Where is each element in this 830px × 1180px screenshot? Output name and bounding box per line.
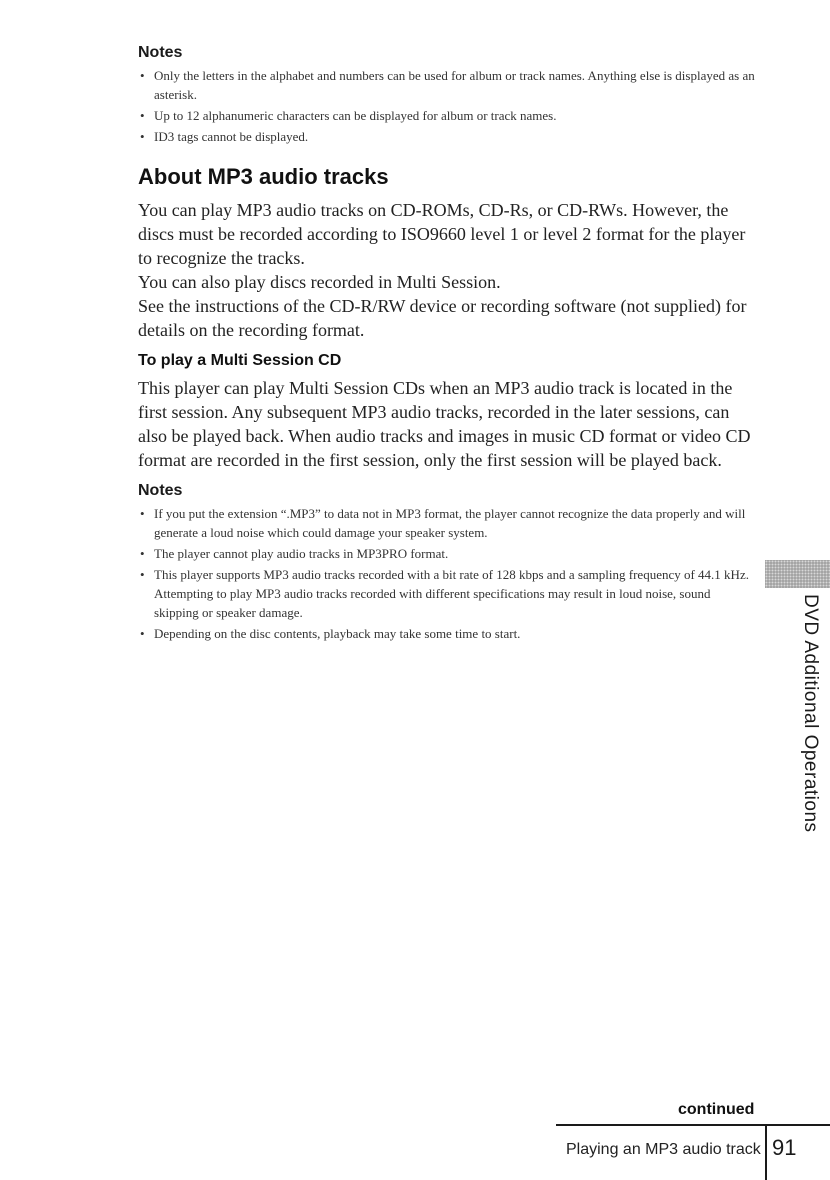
note-item: • The player cannot play audio tracks in MP3PRO format.	[138, 544, 758, 563]
footer-divider	[765, 1126, 767, 1180]
notes-list-top	[138, 66, 758, 146]
side-tab-label: DVD Additional Operations	[800, 594, 821, 833]
section-paragraph: You can play MP3 audio tracks on CD-ROMs, CD-Rs, or CD-RWs. However, the discs must be recorded according to ISO9660 level 1 or level 2 format for the player to recognize the tracks.	[138, 200, 746, 268]
note-item: • Up to 12 alphanumeric characters can be displayed for album or track names.	[138, 106, 758, 125]
notes-list-bottom	[138, 504, 758, 643]
subsection-paragraph: This player can play Multi Session CDs when an MP3 audio track is located in the first session. Any subsequent MP3 audio tracks, recorded in the later sessions, can also be played back. When audio tracks and images in music CD format or video CD format are recorded in the first session, only the first session will be played back.	[138, 378, 751, 470]
section-paragraph: See the instructions of the CD-R/RW device or recording software (not supplied) for details on the recording format.	[138, 296, 747, 340]
continued-label: continued	[678, 1101, 755, 1118]
notes-block-bottom	[138, 482, 758, 643]
side-tab-marker	[765, 560, 830, 588]
subsection-title: To play a Multi Session CD	[138, 352, 342, 369]
note-item: • Depending on the disc contents, playback may take some time to start.	[138, 624, 758, 643]
note-item: • If you put the extension “.MP3” to data not in MP3 format, the player cannot recognize the data properly and will generate a loud noise which could damage your speaker system.	[138, 504, 758, 542]
page-number: 91	[772, 1135, 797, 1160]
notes-heading-top: Notes	[138, 44, 183, 61]
section-title: About MP3 audio tracks	[138, 164, 389, 189]
notes-heading-bottom: Notes	[138, 482, 183, 499]
page-content	[138, 44, 758, 645]
footer-section-title: Playing an MP3 audio track	[566, 1141, 761, 1158]
note-item: • Only the letters in the alphabet and numbers can be used for album or track names. Anything else is displayed as an asterisk.	[138, 66, 758, 104]
note-item: • ID3 tags cannot be displayed.	[138, 127, 758, 146]
note-item: • This player supports MP3 audio tracks recorded with a bit rate of 128 kbps and a sampling frequency of 44.1 kHz. Attempting to play MP3 audio tracks recorded with different specifications may result in loud noise, sound skipping or speaker damage.	[138, 565, 758, 622]
footer-rule	[556, 1124, 830, 1126]
section-paragraph: You can also play discs recorded in Multi Session.	[138, 272, 501, 292]
